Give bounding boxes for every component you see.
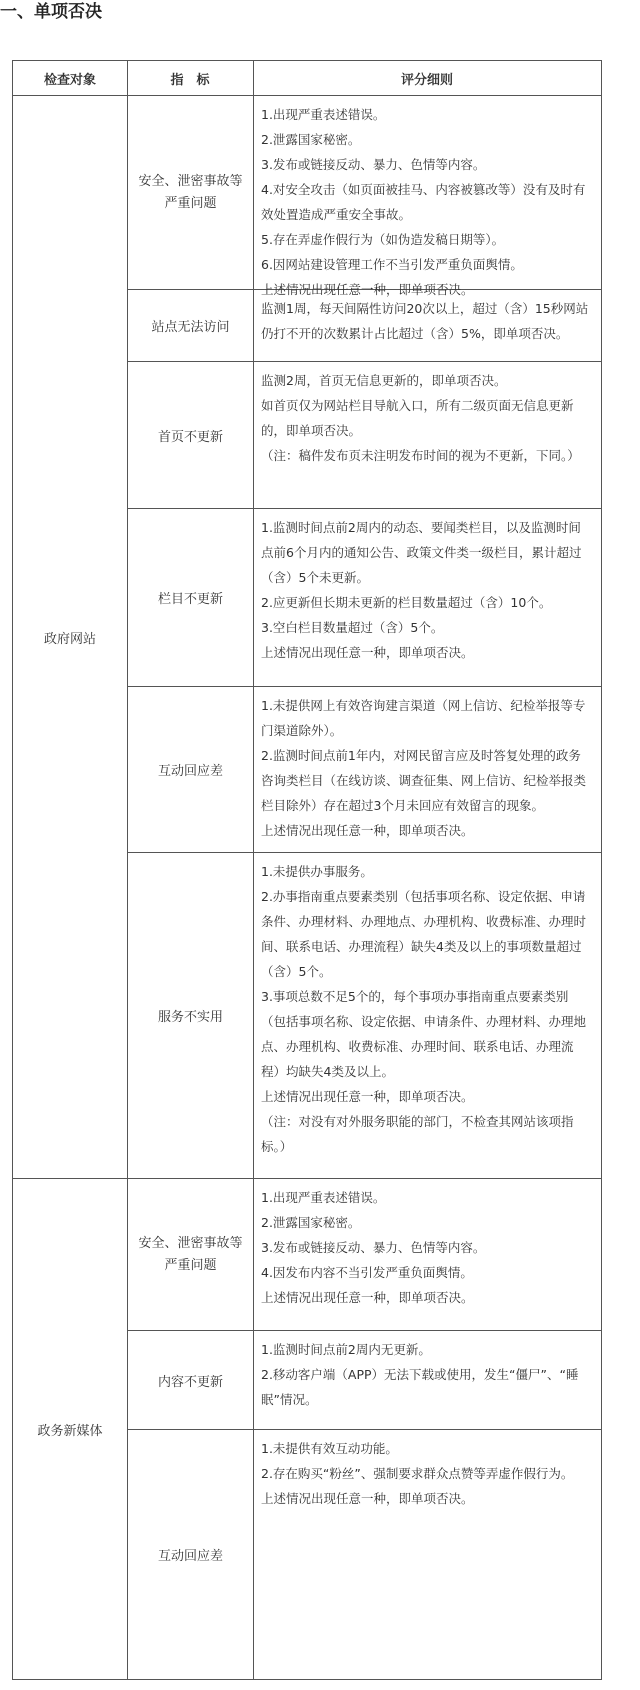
indicator-cell: 安全、泄密事故等严重问题 [138,1235,243,1273]
rule-line: 上述情况出现任意一种，即单项否决。 [261,1491,474,1506]
rules-cell [253,853,599,1178]
rules-cell [253,1430,599,1679]
indicator-cell: 服务不实用 [157,1010,223,1025]
rules-cell [253,1331,599,1429]
evaluation-table [12,60,602,1680]
rule-line: 上述情况出现任意一种，即单项否决。 [261,1089,474,1104]
rules-cell [253,1179,599,1330]
rule-line: 1.未提供有效互动功能。 [261,1441,398,1456]
rule-line: 1.出现严重表述错误。 [261,1190,386,1205]
rule-line: 3.发布或链接反动、暴力、色情等内容。 [261,1240,486,1255]
rule-line: 监测1周，每天间隔性访问20次以上，超过（含）15秒网站仍打不开的次数累计占比超过（含）5%，即单项否决。 [261,301,589,341]
rules-cell [253,362,599,508]
indicator-cell: 互动回应差 [157,764,223,779]
rule-line: 上述情况出现任意一种，即单项否决。 [261,282,474,297]
rule-line: 上述情况出现任意一种，即单项否决。 [261,1290,474,1305]
rules-cell [253,290,599,361]
rule-line: 2.应更新但长期未更新的栏目数量超过（含）10个。 [261,595,552,610]
object-new-media: 政务新媒体 [37,1423,103,1439]
rule-line: 4.因发布内容不当引发严重负面舆情。 [261,1265,473,1280]
section-title: 一、单项否决 [0,2,102,22]
indicator-cell: 首页不更新 [157,429,223,445]
indicator-cell: 内容不更新 [157,1374,223,1390]
rule-line: 2.办事指南重点要素类别（包括事项名称、设定依据、申请条件、办理材料、办理地点、办理机构、收费标准、办理时间、联系电话、办理流程）缺失4类及以上的事项数量超过（含）5个。 [261,889,587,979]
rule-line: 1.出现严重表述错误。 [261,107,386,122]
indicator-cell: 安全、泄密事故等严重问题 [138,173,243,211]
indicator-cell: 互动回应差 [157,1549,223,1564]
indicator-cell: 栏目不更新 [157,592,223,607]
rules-cell [253,509,599,686]
rule-line: 如首页仅为网站栏目导航入口，所有二级页面无信息更新的，即单项否决。 [261,398,574,438]
rules-cell [253,687,599,852]
rule-line: 3.事项总数不足5个的，每个事项办事指南重点要素类别（包括事项名称、设定依据、申请条件、办理材料、办理地点、办理机构、收费标准、办理时间、联系电话、办理流程）均缺失4类及以上。 [261,989,587,1079]
header-indicator: 指 标 [170,72,210,88]
rule-line: 上述情况出现任意一种，即单项否决。 [261,823,474,838]
object-government-website: 政府网站 [43,631,96,647]
rule-line: 1.未提供网上有效咨询建言渠道（网上信访、纪检举报等专门渠道除外）。 [261,698,586,738]
rule-line: 2.存在购买“粉丝”、强制要求群众点赞等弄虚作假行为。 [261,1466,574,1481]
rule-line: 2.移动客户端（APP）无法下载或使用，发生“僵尸”、“睡眠”情况。 [261,1367,579,1407]
rule-line: 6.因网站建设管理工作不当引发严重负面舆情。 [261,257,523,272]
rule-line: （注：对没有对外服务职能的部门，不检查其网站该项指标。） [261,1114,574,1154]
rule-line: 2.泄露国家秘密。 [261,132,361,147]
rule-line: 1.监测时间点前2周内的动态、要闻类栏目，以及监测时间点前6个月内的通知公告、政策文件类一级栏目，累计超过（含）5个未更新。 [261,520,582,585]
rule-line: 3.空白栏目数量超过（含）5个。 [261,620,444,635]
rule-line: 1.监测时间点前2周内无更新。 [261,1342,431,1357]
rule-line: （注：稿件发布页未注明发布时间的视为不更新，下同。） [261,448,580,463]
rule-line: 2.泄露国家秘密。 [261,1215,361,1230]
indicator-cell: 站点无法访问 [151,320,230,335]
rule-line: 上述情况出现任意一种，即单项否决。 [261,645,474,660]
rule-line: 3.发布或链接反动、暴力、色情等内容。 [261,157,486,172]
header-object: 检查对象 [43,72,96,88]
rule-line: 5.存在弄虚作假行为（如伪造发稿日期等）。 [261,232,505,247]
header-rules: 评分细则 [400,72,453,88]
rule-line: 1.未提供办事服务。 [261,864,373,879]
rule-line: 监测2周，首页无信息更新的，即单项否决。 [261,373,507,388]
rule-line: 2.监测时间点前1年内，对网民留言应及时答复处理的政务咨询类栏目（在线访谈、调查征集、网上信访、纪检举报类栏目除外）存在超过3个月未回应有效留言的现象。 [261,748,587,813]
rule-line: 4.对安全攻击（如页面被挂马、内容被篡改等）没有及时有效处置造成严重安全事故。 [261,182,586,222]
rules-cell [253,96,599,297]
